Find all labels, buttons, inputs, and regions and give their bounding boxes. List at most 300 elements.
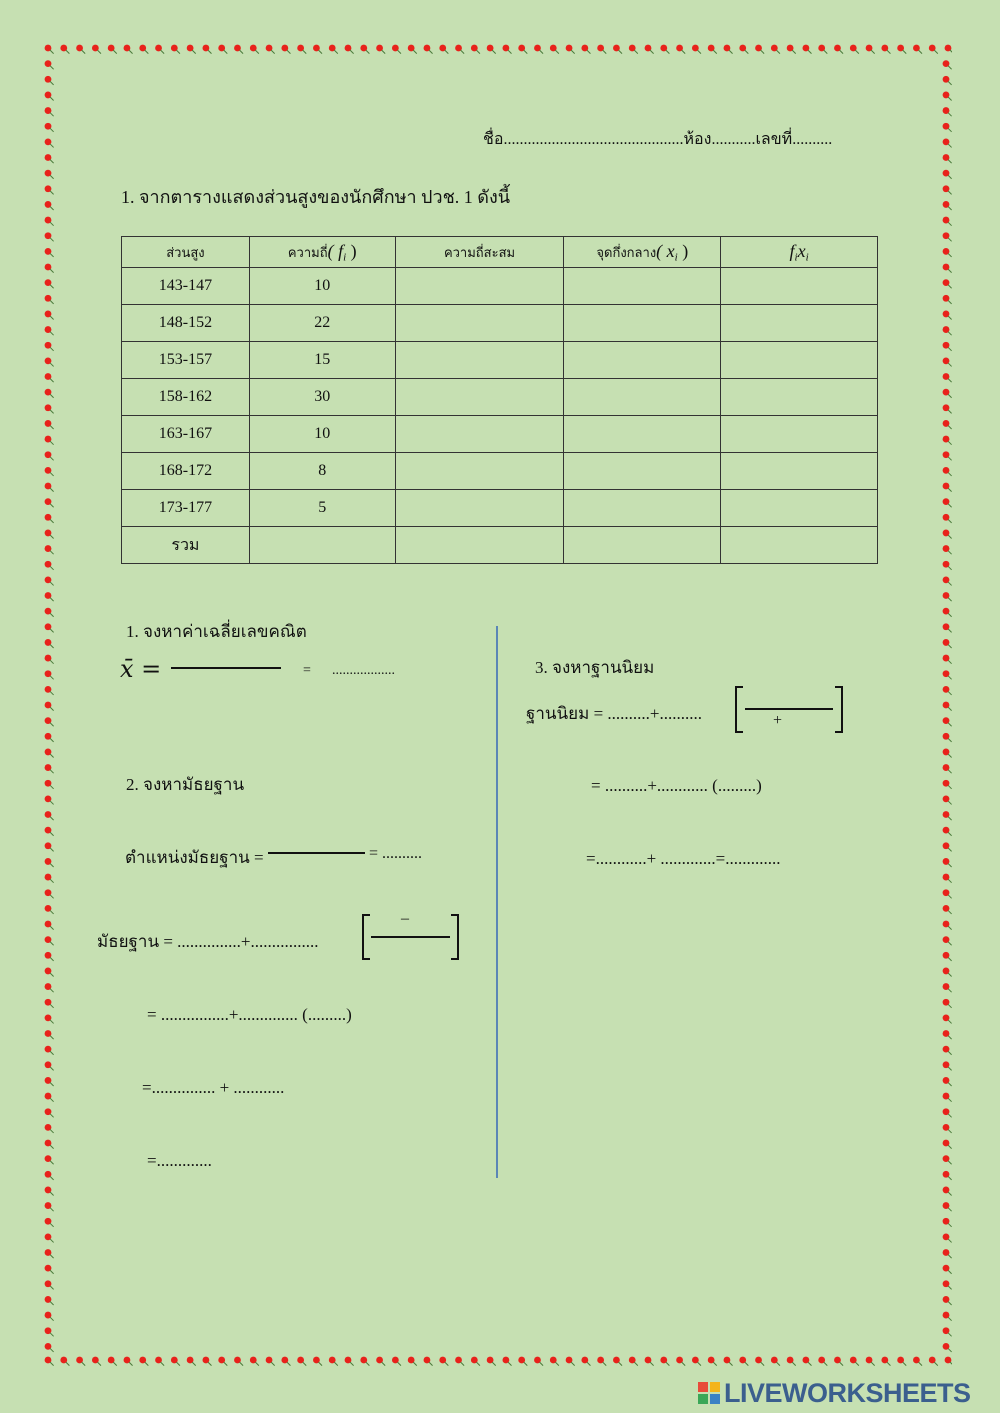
border-stem <box>948 160 952 164</box>
border-stem <box>50 1286 54 1290</box>
border-stem <box>50 864 54 868</box>
cell-total-frequency-input[interactable] <box>249 527 395 564</box>
border-stem <box>948 191 952 195</box>
border-stem <box>948 942 952 946</box>
border-stem <box>224 1362 228 1366</box>
border-stem <box>948 504 952 508</box>
border-stem <box>50 394 54 398</box>
median-step-3[interactable]: =............... + ............ <box>142 1078 285 1097</box>
border-stem <box>713 50 717 54</box>
border-stem <box>192 1362 196 1366</box>
border-stem <box>97 1362 101 1366</box>
median-step-4[interactable]: =............. <box>147 1151 212 1170</box>
liveworksheets-brand-text: LIVEWORKSHEETS <box>724 1378 971 1408</box>
border-stem <box>919 50 923 54</box>
border-stem <box>934 50 938 54</box>
border-stem <box>50 363 54 367</box>
border-stem <box>634 50 638 54</box>
border-stem <box>50 926 54 930</box>
border-stem <box>948 1192 952 1196</box>
median-position-answer[interactable]: = .......... <box>369 845 423 862</box>
border-stem <box>824 50 828 54</box>
border-stem <box>303 50 307 54</box>
border-stem <box>948 566 952 570</box>
border-stem <box>50 410 54 414</box>
border-stem <box>240 50 244 54</box>
border-stem <box>948 253 952 257</box>
border-stem <box>50 1145 54 1149</box>
border-stem <box>948 300 952 304</box>
border-stem <box>145 1362 149 1366</box>
border-stem <box>50 191 54 195</box>
border-stem <box>50 910 54 914</box>
cell-fx-input[interactable] <box>721 342 878 379</box>
border-stem <box>492 1362 496 1366</box>
border-stem <box>50 128 54 132</box>
cell-range: 143-147 <box>122 268 250 305</box>
border-stem <box>113 1362 117 1366</box>
border-stem <box>50 269 54 273</box>
cell-fx-input[interactable] <box>721 268 878 305</box>
border-stem <box>50 97 54 101</box>
border-stem <box>713 1362 717 1366</box>
border-stem <box>82 1362 86 1366</box>
border-stem <box>50 488 54 492</box>
border-stem <box>240 1362 244 1366</box>
border-stem <box>413 1362 417 1366</box>
border-stem <box>948 1036 952 1040</box>
border-stem <box>871 1362 875 1366</box>
border-stem <box>587 1362 591 1366</box>
cell-cumulative-input[interactable] <box>395 453 564 490</box>
border-stem <box>50 598 54 602</box>
border-stem <box>745 1362 749 1366</box>
cell-midpoint-input[interactable] <box>564 416 721 453</box>
cell-cumulative-input[interactable] <box>395 268 564 305</box>
border-stem <box>950 50 952 54</box>
border-stem <box>948 1348 952 1352</box>
median-position-fraction-bar <box>268 852 365 854</box>
cell-frequency: 10 <box>249 268 395 305</box>
border-stem <box>50 848 54 852</box>
border-stem <box>50 645 54 649</box>
cell-total-label: รวม <box>122 527 250 564</box>
border-stem <box>50 285 54 289</box>
border-stem <box>948 1114 952 1118</box>
border-stem <box>287 1362 291 1366</box>
border-stem <box>50 300 54 304</box>
border-stem <box>697 1362 701 1366</box>
border-stem <box>50 1348 54 1352</box>
border-stem <box>492 50 496 54</box>
border-stem <box>445 1362 449 1366</box>
border-stem <box>948 691 952 695</box>
border-stem <box>382 1362 386 1366</box>
header-midpoint: จุดกึ่งกลาง( $x_i$ ) <box>564 237 721 268</box>
mode-step-3[interactable]: =............+ .............=............. <box>586 849 781 868</box>
mean-symbol: x̄ = <box>120 655 162 683</box>
header-frequency: ความถี่( $f_i$ ) <box>249 237 395 268</box>
cell-frequency: 30 <box>249 379 395 416</box>
border-stem <box>50 770 54 774</box>
cell-cumulative-input[interactable] <box>395 490 564 527</box>
border-stem <box>948 1067 952 1071</box>
border-stem <box>303 1362 307 1366</box>
border-stem <box>948 457 952 461</box>
border-stem <box>948 801 952 805</box>
border-stem <box>50 50 54 54</box>
border-stem <box>729 50 733 54</box>
cell-cumulative-input[interactable] <box>395 305 564 342</box>
border-stem <box>948 222 952 226</box>
border-stem <box>948 316 952 320</box>
border-stem <box>50 535 54 539</box>
border-stem <box>948 175 952 179</box>
border-stem <box>666 1362 670 1366</box>
border-stem <box>948 97 952 101</box>
cell-midpoint-input[interactable] <box>564 490 721 527</box>
border-stem <box>50 817 54 821</box>
border-stem <box>50 879 54 883</box>
border-stem <box>948 738 952 742</box>
border-stem <box>334 50 338 54</box>
median-right-bracket <box>451 914 459 960</box>
mode-fraction-bar <box>745 708 833 710</box>
cell-range: 158-162 <box>122 379 250 416</box>
border-stem <box>287 50 291 54</box>
border-stem <box>82 50 86 54</box>
border-stem <box>50 457 54 461</box>
border-stem <box>950 1362 952 1366</box>
border-stem <box>666 50 670 54</box>
border-stem <box>948 832 952 836</box>
border-stem <box>948 410 952 414</box>
header-height: ส่วนสูง <box>122 237 250 268</box>
cell-cumulative-input[interactable] <box>395 342 564 379</box>
border-stem <box>50 801 54 805</box>
cell-cumulative-input[interactable] <box>395 416 564 453</box>
border-stem <box>113 50 117 54</box>
border-stem <box>948 1098 952 1102</box>
border-stem <box>948 426 952 430</box>
border-stem <box>571 50 575 54</box>
median-step-2[interactable]: = ................+.............. (.........) <box>147 1005 352 1024</box>
border-stem <box>919 1362 923 1366</box>
border-stem <box>366 1362 370 1366</box>
border-stem <box>208 1362 212 1366</box>
table-row <box>122 490 878 527</box>
cell-frequency: 22 <box>249 305 395 342</box>
border-stem <box>176 50 180 54</box>
table-row <box>122 453 878 490</box>
border-stem <box>319 50 323 54</box>
border-stem <box>776 50 780 54</box>
table-header-row <box>122 237 878 268</box>
border-stem <box>948 864 952 868</box>
border-stem <box>350 50 354 54</box>
border-stem <box>50 973 54 977</box>
border-stem <box>948 1208 952 1212</box>
cell-range: 148-152 <box>122 305 250 342</box>
border-stem <box>903 50 907 54</box>
name-class-number-line: ชื่อ.............................................ห้อง...........เลขที่.......... <box>483 131 833 148</box>
border-stem <box>50 144 54 148</box>
border-stem <box>334 1362 338 1366</box>
border-stem <box>948 910 952 914</box>
border-stem <box>948 613 952 617</box>
border-stem <box>50 566 54 570</box>
border-stem <box>271 50 275 54</box>
border-stem <box>948 519 952 523</box>
cell-range: 173-177 <box>122 490 250 527</box>
border-stem <box>161 50 165 54</box>
cell-total-cumulative <box>395 527 564 564</box>
border-stem <box>650 1362 654 1366</box>
border-stem <box>50 1317 54 1321</box>
border-stem <box>948 441 952 445</box>
border-stem <box>50 1302 54 1306</box>
border-stem <box>192 50 196 54</box>
border-stem <box>50 160 54 164</box>
border-stem <box>50 1333 54 1337</box>
border-stem <box>948 879 952 883</box>
cell-midpoint-input[interactable] <box>564 342 721 379</box>
border-stem <box>50 332 54 336</box>
border-stem <box>50 707 54 711</box>
border-stem <box>948 144 952 148</box>
cell-fx-input[interactable] <box>721 379 878 416</box>
border-stem <box>66 50 70 54</box>
border-stem <box>840 1362 844 1366</box>
border-stem <box>745 50 749 54</box>
border-stem <box>50 441 54 445</box>
border-stem <box>729 1362 733 1366</box>
border-stem <box>208 50 212 54</box>
border-stem <box>508 1362 512 1366</box>
border-stem <box>948 1145 952 1149</box>
border-stem <box>948 472 952 476</box>
border-stem <box>161 1362 165 1366</box>
border-stem <box>948 347 952 351</box>
border-stem <box>948 1083 952 1087</box>
frequency-table <box>121 236 878 564</box>
border-stem <box>948 723 952 727</box>
border-stem <box>761 1362 765 1366</box>
mode-step-2[interactable]: = ..........+............ (.........) <box>591 776 762 795</box>
border-stem <box>366 50 370 54</box>
border-stem <box>50 253 54 257</box>
median-position-label: ตำแหน่งมัธยฐาน = <box>125 848 264 867</box>
border-stem <box>50 1223 54 1227</box>
border-stem <box>540 50 544 54</box>
border-stem <box>50 1176 54 1180</box>
border-stem <box>948 238 952 242</box>
border-stem <box>50 504 54 508</box>
border-stem <box>948 926 952 930</box>
border-stem <box>948 957 952 961</box>
border-stem <box>948 66 952 70</box>
border-stem <box>887 1362 891 1366</box>
mean-answer-blank[interactable]: .................. <box>332 663 395 678</box>
border-stem <box>50 989 54 993</box>
table-total-row <box>122 527 878 564</box>
border-stem <box>948 269 952 273</box>
border-stem <box>50 1098 54 1102</box>
border-stem <box>50 1208 54 1212</box>
border-stem <box>50 551 54 555</box>
border-stem <box>948 1176 952 1180</box>
border-stem <box>129 50 133 54</box>
border-stem <box>50 676 54 680</box>
border-stem <box>50 1067 54 1071</box>
cell-total-fx-input[interactable] <box>721 527 878 564</box>
border-stem <box>50 316 54 320</box>
cell-fx-input[interactable] <box>721 416 878 453</box>
median-minus-sign: – <box>401 910 409 927</box>
border-stem <box>948 989 952 993</box>
border-stem <box>50 895 54 899</box>
border-stem <box>948 1255 952 1259</box>
border-stem <box>948 81 952 85</box>
liveworksheets-logo-icon <box>698 1382 720 1404</box>
cell-cumulative-input[interactable] <box>395 379 564 416</box>
border-stem <box>948 1333 952 1337</box>
border-stem <box>382 50 386 54</box>
border-stem <box>50 426 54 430</box>
border-stem <box>50 113 54 117</box>
cell-range: 163-167 <box>122 416 250 453</box>
border-stem <box>413 50 417 54</box>
mode-left-bracket <box>735 686 743 733</box>
border-stem <box>948 1004 952 1008</box>
border-stem <box>50 81 54 85</box>
border-stem <box>255 50 259 54</box>
column-divider <box>496 626 498 1178</box>
border-stem <box>50 175 54 179</box>
border-stem <box>948 676 952 680</box>
border-stem <box>948 1223 952 1227</box>
table-row <box>122 305 878 342</box>
border-stem <box>50 1255 54 1259</box>
border-stem <box>776 1362 780 1366</box>
border-stem <box>50 1161 54 1165</box>
border-stem <box>66 1362 70 1366</box>
border-stem <box>619 50 623 54</box>
border-stem <box>50 1051 54 1055</box>
border-stem <box>50 222 54 226</box>
border-stem <box>461 50 465 54</box>
border-stem <box>50 1004 54 1008</box>
border-stem <box>555 50 559 54</box>
border-stem <box>948 1270 952 1274</box>
border-stem <box>50 942 54 946</box>
mean-fraction-bar <box>171 667 281 669</box>
border-stem <box>319 1362 323 1366</box>
border-stem <box>397 1362 401 1366</box>
median-formula-label[interactable]: มัธยฐาน = ...............+................ <box>97 932 319 951</box>
border-stem <box>948 363 952 367</box>
cell-frequency: 5 <box>249 490 395 527</box>
mode-plus-sign: + <box>773 712 783 729</box>
border-stem <box>634 1362 638 1366</box>
border-stem <box>129 1362 133 1366</box>
cell-fx-input[interactable] <box>721 490 878 527</box>
border-stem <box>50 1083 54 1087</box>
border-stem <box>903 1362 907 1366</box>
border-stem <box>50 1129 54 1133</box>
border-stem <box>50 832 54 836</box>
border-stem <box>50 754 54 758</box>
table-row <box>122 342 878 379</box>
header-fx: $f_ix_i$ <box>721 237 878 268</box>
cell-midpoint-input[interactable] <box>564 268 721 305</box>
border-stem <box>948 488 952 492</box>
cell-fx-input[interactable] <box>721 305 878 342</box>
border-stem <box>50 347 54 351</box>
border-stem <box>524 1362 528 1366</box>
border-stem <box>461 1362 465 1366</box>
border-stem <box>445 50 449 54</box>
border-stem <box>145 50 149 54</box>
border-stem <box>792 50 796 54</box>
cell-range: 153-157 <box>122 342 250 379</box>
border-stem <box>948 113 952 117</box>
border-stem <box>948 645 952 649</box>
border-stem <box>476 1362 480 1366</box>
border-stem <box>50 1239 54 1243</box>
border-stem <box>50 1036 54 1040</box>
mean-title: 1. จงหาค่าเฉลี่ยเลขคณิต <box>126 622 307 641</box>
border-stem <box>603 1362 607 1366</box>
border-stem <box>50 957 54 961</box>
border-stem <box>948 207 952 211</box>
border-stem <box>697 50 701 54</box>
cell-fx-input[interactable] <box>721 453 878 490</box>
cell-midpoint-input[interactable] <box>564 379 721 416</box>
border-stem <box>948 973 952 977</box>
border-stem <box>887 50 891 54</box>
mode-formula-label[interactable]: ฐานนิยม = ..........+.......... <box>526 704 703 723</box>
border-stem <box>808 1362 812 1366</box>
border-stem <box>429 50 433 54</box>
border-stem <box>650 50 654 54</box>
cell-frequency: 10 <box>249 416 395 453</box>
border-stem <box>397 50 401 54</box>
border-stem <box>808 50 812 54</box>
cell-midpoint-input[interactable] <box>564 305 721 342</box>
border-stem <box>587 50 591 54</box>
border-stem <box>948 1286 952 1290</box>
cell-range: 168-172 <box>122 453 250 490</box>
border-stem <box>948 629 952 633</box>
cell-frequency: 15 <box>249 342 395 379</box>
cell-midpoint-input[interactable] <box>564 453 721 490</box>
cell-frequency: 8 <box>249 453 395 490</box>
mean-equals: = <box>303 663 311 678</box>
border-stem <box>948 394 952 398</box>
mode-title: 3. จงหาฐานนิยม <box>535 658 655 677</box>
question-title: 1. จากตารางแสดงส่วนสูงของนักศึกษา ปวช. 1 ดังนี้ <box>121 187 511 207</box>
border-stem <box>682 1362 686 1366</box>
table-row <box>122 268 878 305</box>
header-cumulative-frequency: ความถี่สะสม <box>395 237 564 268</box>
border-stem <box>50 660 54 664</box>
border-stem <box>855 1362 859 1366</box>
border-stem <box>682 50 686 54</box>
median-left-bracket <box>362 914 370 960</box>
border-stem <box>840 50 844 54</box>
border-stem <box>948 598 952 602</box>
